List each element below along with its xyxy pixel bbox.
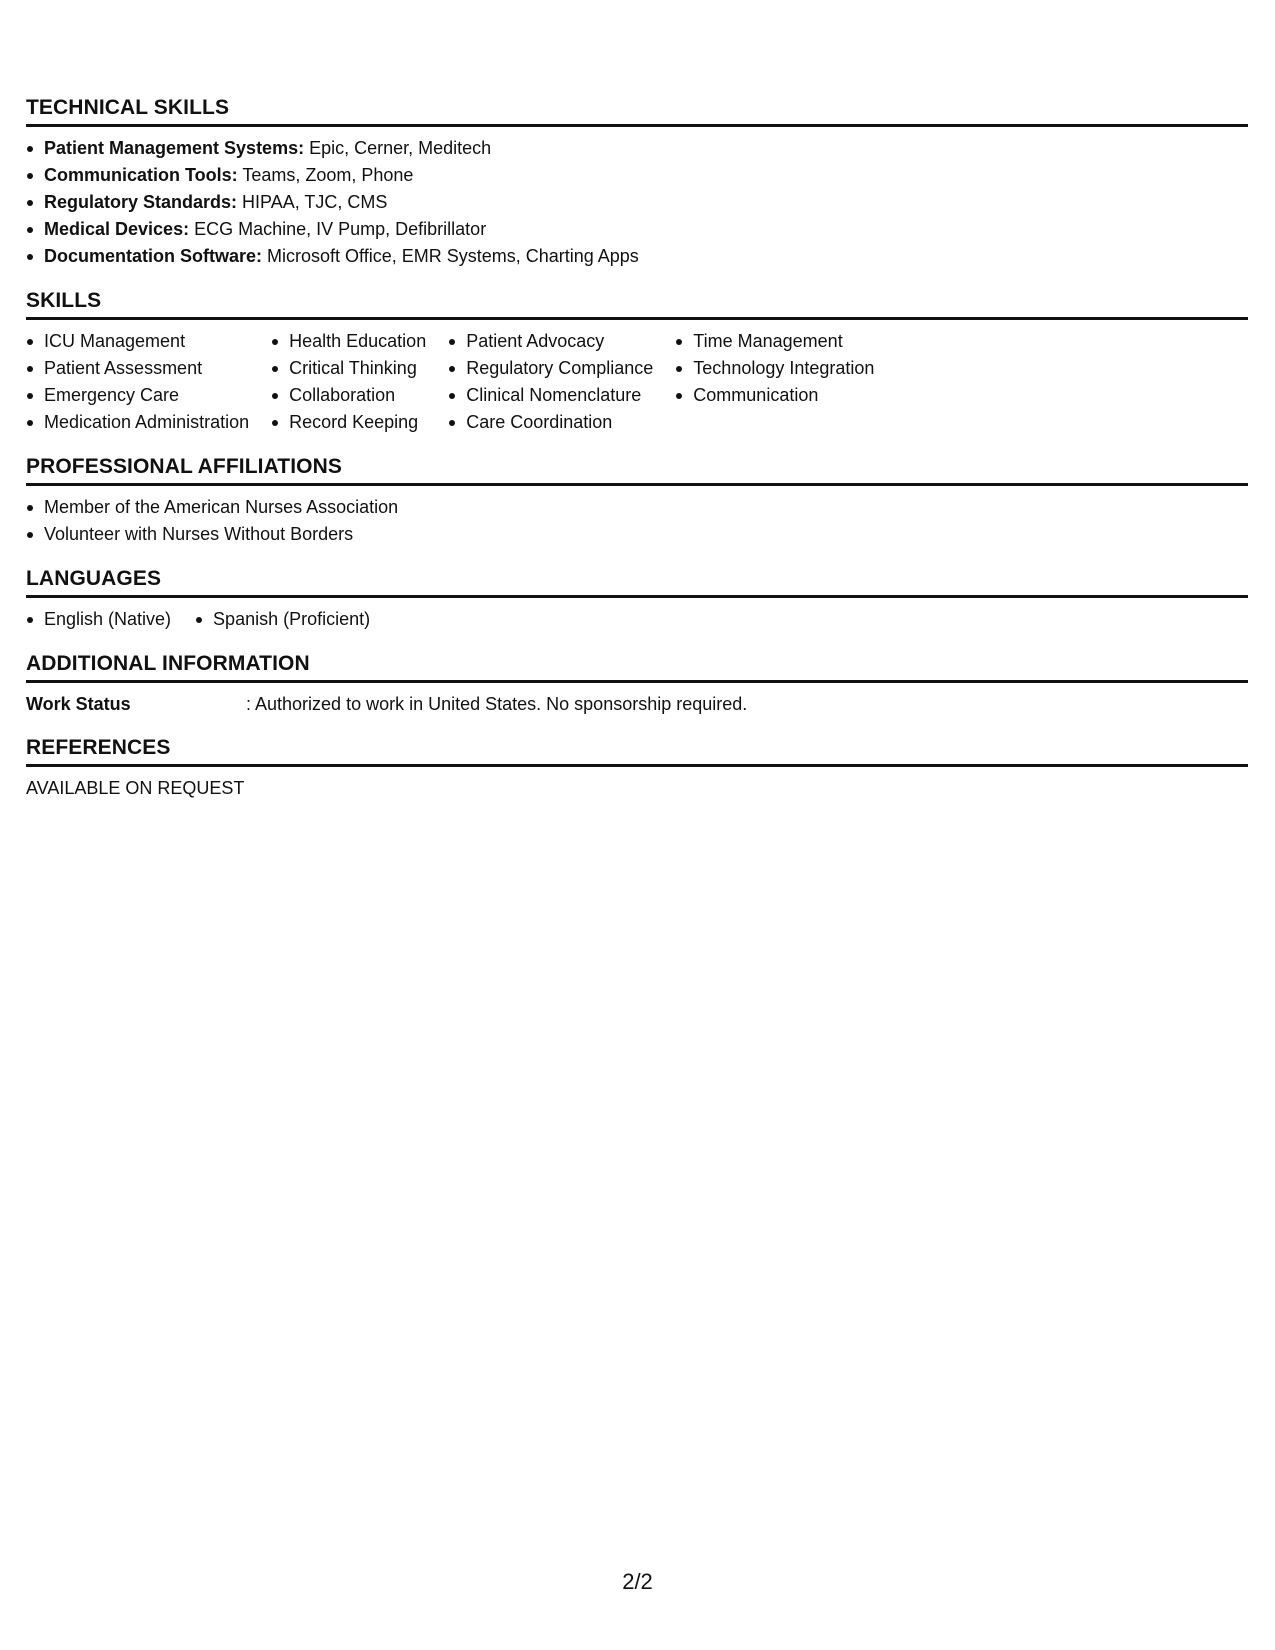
references-text: AVAILABLE ON REQUEST [26,778,245,798]
skill-item: Emergency Care [26,382,249,409]
technical-skill-item [26,162,1248,189]
skill-item: Clinical Nomenclature [448,382,653,409]
additional-info-section [26,651,1248,717]
languages-list [26,606,1248,633]
technical-skill-label: Patient Management Systems: [44,138,305,158]
work-status-value: : Authorized to work in United States. No sponsorship required. [246,694,748,714]
skill-item: Technology Integration [675,355,874,382]
affiliations-section [26,454,1248,548]
technical-skills-section [26,95,1248,270]
affiliation-item: Volunteer with Nurses Without Borders [26,521,1248,548]
skills-column [26,328,249,436]
work-status-label: Work Status [26,694,131,714]
technical-skill-label: Documentation Software: [44,246,263,266]
section-title-technical-skills: TECHNICAL SKILLS [26,95,1248,127]
technical-skill-item [26,189,1248,216]
technical-skill-value: HIPAA, TJC, CMS [237,192,388,212]
language-item: Spanish (Proficient) [195,606,370,633]
technical-skill-item [26,135,1248,162]
resume-page [26,95,1248,819]
skill-item: Time Management [675,328,874,355]
technical-skill-value: ECG Machine, IV Pump, Defibrillator [189,219,487,239]
technical-skill-label: Regulatory Standards: [44,192,238,212]
skill-item: Record Keeping [271,409,426,436]
skill-item: Patient Advocacy [448,328,653,355]
skills-grid [26,328,1248,436]
technical-skill-label: Medical Devices: [44,219,190,239]
section-title-skills: SKILLS [26,288,1248,320]
skills-column [448,328,653,436]
skill-item: Regulatory Compliance [448,355,653,382]
references-section [26,735,1248,801]
technical-skill-value: Epic, Cerner, Meditech [304,138,492,158]
section-title-additional-info: ADDITIONAL INFORMATION [26,651,1248,683]
skill-item: Patient Assessment [26,355,249,382]
language-item: English (Native) [26,606,171,633]
skill-item: Collaboration [271,382,426,409]
section-title-languages: LANGUAGES [26,566,1248,598]
section-title-references: REFERENCES [26,735,1248,767]
skills-column [675,328,874,436]
skill-item: Health Education [271,328,426,355]
skill-item: Care Coordination [448,409,653,436]
affiliations-list [26,494,1248,548]
technical-skill-item [26,243,1248,270]
skill-item: ICU Management [26,328,249,355]
skills-section [26,288,1248,436]
work-status-row [26,691,1248,717]
technical-skills-list [26,135,1248,270]
technical-skill-item [26,216,1248,243]
skill-item: Critical Thinking [271,355,426,382]
skill-item: Communication [675,382,874,409]
page-number: 2/2 [622,1569,653,1594]
technical-skill-value: Microsoft Office, EMR Systems, Charting Apps [262,246,639,266]
technical-skill-label: Communication Tools: [44,165,238,185]
section-title-affiliations: PROFESSIONAL AFFILIATIONS [26,454,1248,486]
skill-item: Medication Administration [26,409,249,436]
languages-section [26,566,1248,633]
affiliation-item: Member of the American Nurses Association [26,494,1248,521]
skills-column [271,328,426,436]
technical-skill-value: Teams, Zoom, Phone [237,165,414,185]
